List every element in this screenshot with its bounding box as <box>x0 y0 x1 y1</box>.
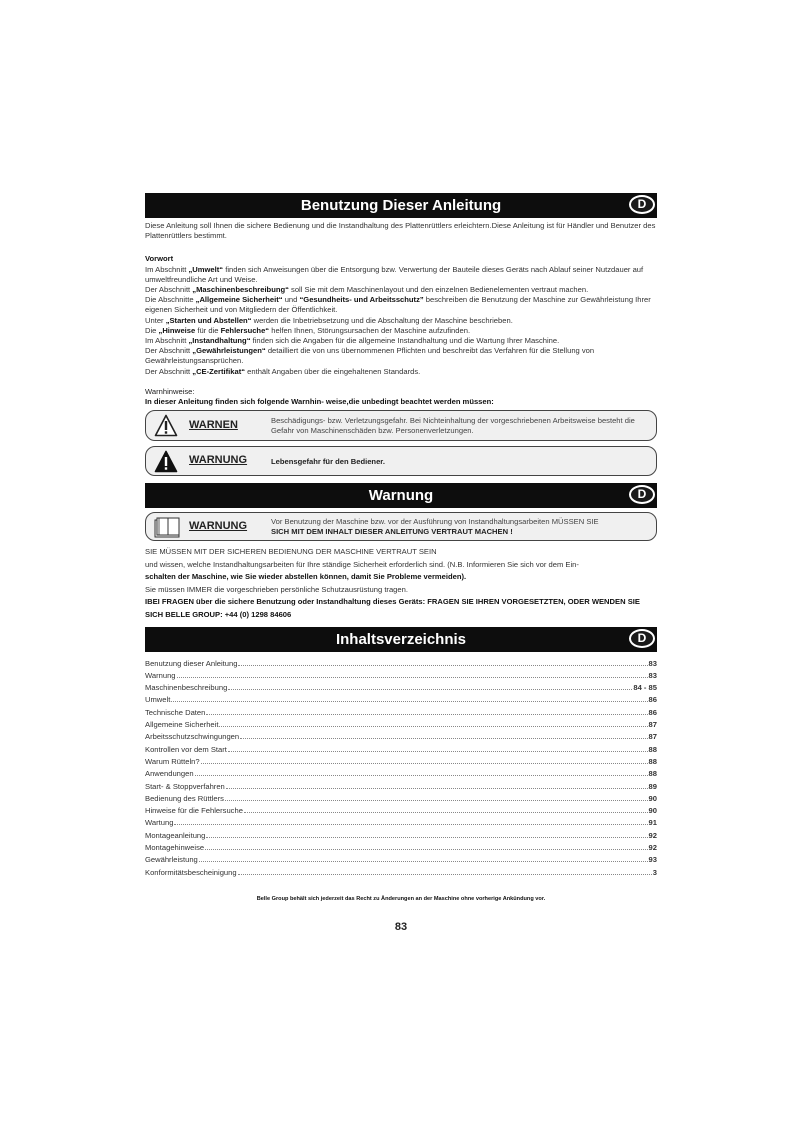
toc-leader-dots <box>226 788 648 789</box>
toc-entry-page: 93 <box>648 855 657 865</box>
foreword-item <box>145 295 657 315</box>
foreword-text: Der Abschnitt <box>145 346 193 356</box>
foreword-text: Die <box>145 325 159 335</box>
toc-entry[interactable] <box>145 741 657 753</box>
foreword-item <box>145 336 657 346</box>
intro-text: Diese Anleitung soll Ihnen die sichere Bedienung und die Instandhaltung des Plattenrüttlers erleichtern.Diese Anleitung ist für Händler und Benutzer des Plattenrüttlers bestimmt. <box>145 221 656 241</box>
section-reference: „Allgemeine Sicherheit“ <box>195 295 283 305</box>
toc-entry-title: Benutzung dieser Anleitung <box>145 658 238 668</box>
toc-leader-dots <box>228 689 632 690</box>
foreword-text: beschreiben die Benutzung der Maschine zur Gewährleistung Ihrer eigenen Sicherheit und von Mitgliedern der Öffentlichkeit. <box>145 295 651 315</box>
toc-entry[interactable] <box>145 778 657 790</box>
foreword-text: finden sich Anweisungen über die Entsorgung bzw. Verwertung der Bauteile dieses Geräts nach Ablauf seiner Nutzdauer auf umweltfreundliche Art und Weise. <box>145 264 644 284</box>
safety-line-1: SIE MÜSSEN MIT DER SICHEREN BEDIENUNG DER MASCHINE VERTRAUT SEIN <box>145 547 437 557</box>
toc-entry[interactable] <box>145 864 657 876</box>
toc-entry[interactable] <box>145 680 657 692</box>
foreword-list <box>145 265 657 377</box>
toc-entry-title: Warnung <box>145 670 176 680</box>
section-title: Benutzung Dieser Anleitung <box>300 197 502 214</box>
warning-text <box>271 517 648 537</box>
toc-entry-title: Technische Daten <box>145 707 206 717</box>
foreword-text: soll Sie mit dem Maschinenlayout und den einzelnen Bedienelementen vertraut machen. <box>288 285 589 295</box>
toc-entry-page: 84 - 85 <box>633 683 657 693</box>
toc-entry[interactable] <box>145 803 657 815</box>
foreword-text: Im Abschnitt <box>145 264 189 274</box>
section-banner-warning <box>145 483 657 508</box>
section-reference: „Hinweise <box>158 325 196 335</box>
manual-page <box>145 193 657 932</box>
toc-leader-dots <box>238 874 652 875</box>
toc-entry-title: Bedienung des Rüttlers <box>145 793 224 803</box>
warning-filled-icon <box>154 450 178 473</box>
toc-leader-dots <box>206 837 647 838</box>
warning-box-warnen <box>145 410 657 441</box>
toc-leader-dots <box>199 861 648 862</box>
section-reference: „Umwelt“ <box>188 264 224 274</box>
warning-text-bold: SICH MIT DEM INHALT DIESER ANLEITUNG VERTRAUT MACHEN ! <box>271 527 513 537</box>
toc-entry-page: 88 <box>648 756 657 766</box>
toc-entry-page: 3 <box>652 867 657 877</box>
toc-list <box>145 655 657 876</box>
toc-entry-title: Start- & Stoppverfahren <box>145 781 225 791</box>
toc-entry-page: 83 <box>648 658 657 668</box>
toc-entry-title: Maschinenbeschreibung <box>145 683 228 693</box>
toc-entry-page: 92 <box>648 830 657 840</box>
warning-label: WARNUNG <box>189 520 248 533</box>
safety-line-3: schalten der Maschine, wie Sie wieder abstellen können, damit Sie Probleme vermeiden). <box>145 572 467 582</box>
foreword-item <box>145 265 657 285</box>
toc-entry-title: Wartung <box>145 818 174 828</box>
foreword-text: finden sich die Angaben für die allgemeine Instandhaltung und die Wartung Ihrer Maschine. <box>250 336 560 346</box>
toc-entry[interactable] <box>145 754 657 766</box>
foreword-text: Unter <box>145 315 166 325</box>
toc-entry-page: 88 <box>648 769 657 779</box>
section-banner-usage <box>145 193 657 218</box>
toc-entry-page: 90 <box>648 793 657 803</box>
toc-leader-dots <box>171 701 647 702</box>
warning-label: WARNUNG <box>189 454 248 467</box>
toc-entry[interactable] <box>145 729 657 741</box>
toc-entry[interactable] <box>145 791 657 803</box>
foreword-text: Im Abschnitt <box>145 336 189 346</box>
toc-leader-dots <box>219 726 647 727</box>
section-reference: „Starten und Abstellen“ <box>165 315 252 325</box>
language-badge: D <box>629 629 655 648</box>
toc-entry[interactable] <box>145 815 657 827</box>
toc-entry-title: Arbeitsschutzschwingungen <box>145 732 240 742</box>
toc-entry-title: Allgemeine Sicherheit <box>145 720 219 730</box>
toc-entry[interactable] <box>145 692 657 704</box>
toc-leader-dots <box>174 824 647 825</box>
toc-entry-title: Montagehinweise <box>145 843 205 852</box>
toc-entry[interactable] <box>145 766 657 778</box>
warn-intro: In dieser Anleitung finden sich folgende Warnhin- weise,die unbedingt beachtet werden müssen: <box>145 397 494 407</box>
toc-entry-page: 88 <box>648 744 657 754</box>
toc-entry-page: 92 <box>648 843 657 852</box>
language-badge: D <box>629 195 655 214</box>
toc-leader-dots <box>240 738 647 739</box>
manual-book-icon <box>154 516 182 538</box>
toc-entry-title: Hinweise für die Fehlersuche <box>145 806 243 816</box>
foreword-item <box>145 326 657 336</box>
section-reference: Fehlersuche“ <box>220 325 270 335</box>
section-reference: „CE-Zertifikat“ <box>192 366 246 376</box>
toc-leader-dots <box>205 849 647 850</box>
toc-entry-title: Gewährleistung <box>145 855 198 865</box>
toc-leader-dots <box>195 775 648 776</box>
toc-leader-dots <box>244 812 648 813</box>
toc-entry[interactable] <box>145 717 657 729</box>
foreword-heading: Vorwort <box>145 254 174 264</box>
warning-outline-icon <box>154 414 178 437</box>
toc-entry[interactable] <box>145 852 657 864</box>
foreword-text: detailliert die von uns übernommenen Pflichten und beschreibt das Verfahren für die Stellung von Gewährleistungsansprüchen. <box>145 346 595 366</box>
safety-line-4: Sie müssen IMMER die vorgeschrieben persönliche Schutzausrüstung tragen. <box>145 584 408 594</box>
toc-entry-title: Warum Rütteln? <box>145 756 200 766</box>
section-title: Warnung <box>368 487 434 505</box>
warning-label: WARNEN <box>189 419 238 432</box>
toc-entry-title: Konformitätsbescheinigung <box>145 867 237 877</box>
foreword-item <box>145 367 657 377</box>
section-title: Inhaltsverzeichnis <box>335 631 467 649</box>
section-reference: „Maschinenbeschreibung“ <box>192 285 289 295</box>
toc-entry-title: Umwelt <box>145 695 171 705</box>
section-reference: „Instandhaltung“ <box>188 336 251 346</box>
toc-entry-page: 86 <box>648 695 657 705</box>
foreword-text: Der Abschnitt <box>145 366 193 376</box>
page-number: 83 <box>394 920 408 933</box>
toc-leader-dots <box>228 751 648 752</box>
foreword-text: und <box>282 295 300 305</box>
foreword-item <box>145 316 657 326</box>
toc-entry[interactable] <box>145 827 657 839</box>
toc-entry-title: Anwendungen <box>145 769 194 779</box>
toc-entry-page: 87 <box>648 732 657 742</box>
toc-entry[interactable] <box>145 840 657 852</box>
foreword-text: werden die Inbetriebsetzung und die Abschaltung der Maschine beschrieben. <box>251 315 513 325</box>
toc-entry-page: 91 <box>648 818 657 828</box>
safety-line-2: und wissen, welche Instandhaltungsarbeiten für Ihre ständige Sicherheit erforderlich sind. (N.B. Informieren Sie sich vor dem Ein- <box>145 559 579 569</box>
foreword-text: helfen Ihnen, Störungsursachen der Maschine aufzufinden. <box>269 325 471 335</box>
toc-leader-dots <box>238 665 647 666</box>
foreword-text: Die Abschnitte <box>145 295 196 305</box>
toc-entry-page: 90 <box>648 806 657 816</box>
foreword-text: Der Abschnitt <box>145 285 193 295</box>
toc-entry-page: 86 <box>648 707 657 717</box>
warning-text: Lebensgefahr für den Bediener. <box>271 457 385 467</box>
toc-entry-page: 89 <box>648 781 657 791</box>
section-reference: „Gewährleistungen“ <box>192 346 266 356</box>
foreword-item <box>145 285 657 295</box>
section-reference: “Gesundheits- und Arbeitsschutz” <box>299 295 424 305</box>
toc-entry[interactable] <box>145 668 657 680</box>
toc-entry-page: 83 <box>648 670 657 680</box>
contact-line: IBEI FRAGEN über die sichere Benutzung oder Instandhaltung dieses Geräts: FRAGEN SIE IHREN VORGESETZTEN, ODER WENDEN SIE SICH BELLE GROUP: +44 (0) 1298 84606 <box>145 597 640 619</box>
warning-box-warnung <box>145 446 657 476</box>
toc-leader-dots <box>206 714 647 715</box>
language-badge: D <box>629 485 655 504</box>
toc-leader-dots <box>201 763 648 764</box>
warning-text-line: Vor Benutzung der Maschine bzw. vor der Ausführung von Instandhaltungsarbeiten MÜSSEN SIE <box>271 517 599 527</box>
warn-heading: Warnhinweise: <box>145 386 195 396</box>
warning-text: Beschädigungs- bzw. Verletzungsgefahr. Bei Nichteinhaltung der vorgeschriebenen Arbeitsweise besteht die Gefahr von Maschinenschäden bzw. Personenverletzungen. <box>271 416 635 436</box>
toc-entry[interactable] <box>145 655 657 667</box>
foreword-text: enthält Angaben über die eingehaltenen Standards. <box>245 366 421 376</box>
toc-entry-title: Montageanleitung <box>145 830 206 840</box>
footer-note: Belle Group behält sich jederzeit das Recht zu Änderungen an der Maschine ohne vorherige Ankündung vor. <box>256 895 546 902</box>
toc-entry-title: Kontrollen vor dem Start <box>145 744 227 754</box>
foreword-text: für die <box>195 325 221 335</box>
section-banner-toc <box>145 627 657 652</box>
toc-entry-page: 87 <box>648 720 657 730</box>
toc-leader-dots <box>177 677 648 678</box>
toc-leader-dots <box>225 800 648 801</box>
warning-box-manual <box>145 512 657 541</box>
toc-entry[interactable] <box>145 704 657 716</box>
foreword-item <box>145 346 657 366</box>
